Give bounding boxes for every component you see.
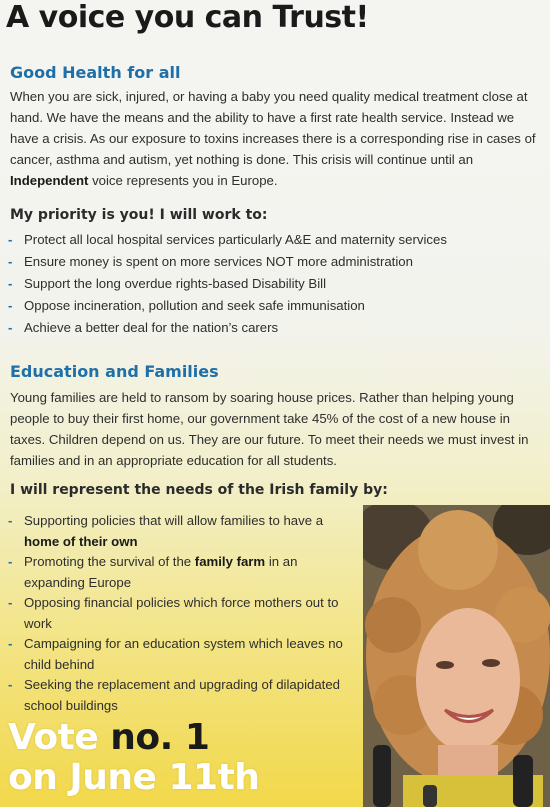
health-paragraph-end: voice represents you in Europe. bbox=[88, 173, 278, 188]
dash-icon: - bbox=[8, 320, 13, 335]
health-paragraph-bold: Independent bbox=[10, 173, 89, 188]
education-paragraph: Young families are held to ransom by soaring house prices. Rather than helping young people to buy their first home, our government take 45% of the cost of a new house in taxes. Children depend on us. They are our future. To meet their needs we must invest in families and in an appropriate education for all students. bbox=[10, 390, 529, 468]
represent-heading: I will represent the needs of the Irish family by: bbox=[10, 482, 388, 498]
family-list bbox=[8, 511, 348, 716]
list-item bbox=[8, 251, 447, 273]
dash-icon: - bbox=[8, 554, 13, 569]
list-item bbox=[8, 552, 348, 593]
list-item bbox=[8, 675, 348, 716]
list-item bbox=[8, 229, 447, 251]
dash-icon: - bbox=[8, 232, 13, 247]
list-item bbox=[8, 634, 348, 675]
health-paragraph bbox=[10, 86, 542, 191]
list-item-text: Promoting the survival of the bbox=[24, 554, 195, 569]
dash-icon: - bbox=[8, 513, 13, 528]
health-heading: Good Health for all bbox=[10, 63, 181, 82]
list-item-text: Seeking the replacement and upgrading of dilapidated school buildings bbox=[24, 677, 340, 713]
list-item bbox=[8, 593, 348, 634]
list-item-text: Achieve a better deal for the nation’s carers bbox=[24, 320, 279, 335]
dash-icon: - bbox=[8, 636, 13, 651]
list-item-text: Supporting policies that will allow families to have a bbox=[24, 513, 324, 528]
candidate-portrait-icon bbox=[363, 505, 550, 807]
vote-word: Vote bbox=[8, 717, 99, 758]
list-item-text: in an expanding Europe bbox=[24, 554, 298, 590]
candidate-photo bbox=[363, 505, 550, 807]
list-item bbox=[8, 273, 447, 295]
page-title: A voice you can Trust! bbox=[6, 0, 369, 35]
dash-icon: - bbox=[8, 298, 13, 313]
list-item bbox=[8, 317, 447, 339]
dash-icon: - bbox=[8, 677, 13, 692]
vote-banner bbox=[8, 718, 259, 798]
list-item-text: Protect all local hospital services particularly A&E and maternity services bbox=[24, 232, 447, 247]
list-item-text: Ensure money is spent on more services NOT more administration bbox=[24, 254, 413, 269]
list-item-text: Support the long overdue rights-based Disability Bill bbox=[24, 276, 327, 291]
vote-number: no. 1 bbox=[110, 717, 210, 758]
list-item-text: Oppose incineration, pollution and seek safe immunisation bbox=[24, 298, 365, 313]
list-item-bold: home of their own bbox=[24, 533, 138, 549]
priority-list bbox=[8, 229, 447, 339]
health-paragraph-text: When you are sick, injured, or having a baby you need quality medical treatment close at hand. We have the means and the ability to have a first rate health service. Instead we have a crisis. As our exposure to toxins increases there is a corresponding rise in cases of cancer, asthma and autism, yet nothing is done. This crisis will continue until an bbox=[10, 89, 536, 167]
list-item bbox=[8, 295, 447, 317]
vote-date: on June 11th bbox=[8, 757, 260, 798]
vote-line-1 bbox=[8, 718, 259, 758]
education-heading: Education and Families bbox=[10, 362, 219, 381]
list-item bbox=[8, 511, 348, 552]
list-item-text: Campaigning for an education system which leaves no child behind bbox=[24, 636, 343, 672]
list-item-text: Opposing financial policies which force mothers out to work bbox=[24, 595, 339, 631]
list-item-bold: family farm bbox=[194, 554, 266, 569]
dash-icon: - bbox=[8, 595, 13, 610]
dash-icon: - bbox=[8, 254, 13, 269]
priority-heading: My priority is you! I will work to: bbox=[10, 207, 268, 223]
dash-icon: - bbox=[8, 276, 13, 291]
